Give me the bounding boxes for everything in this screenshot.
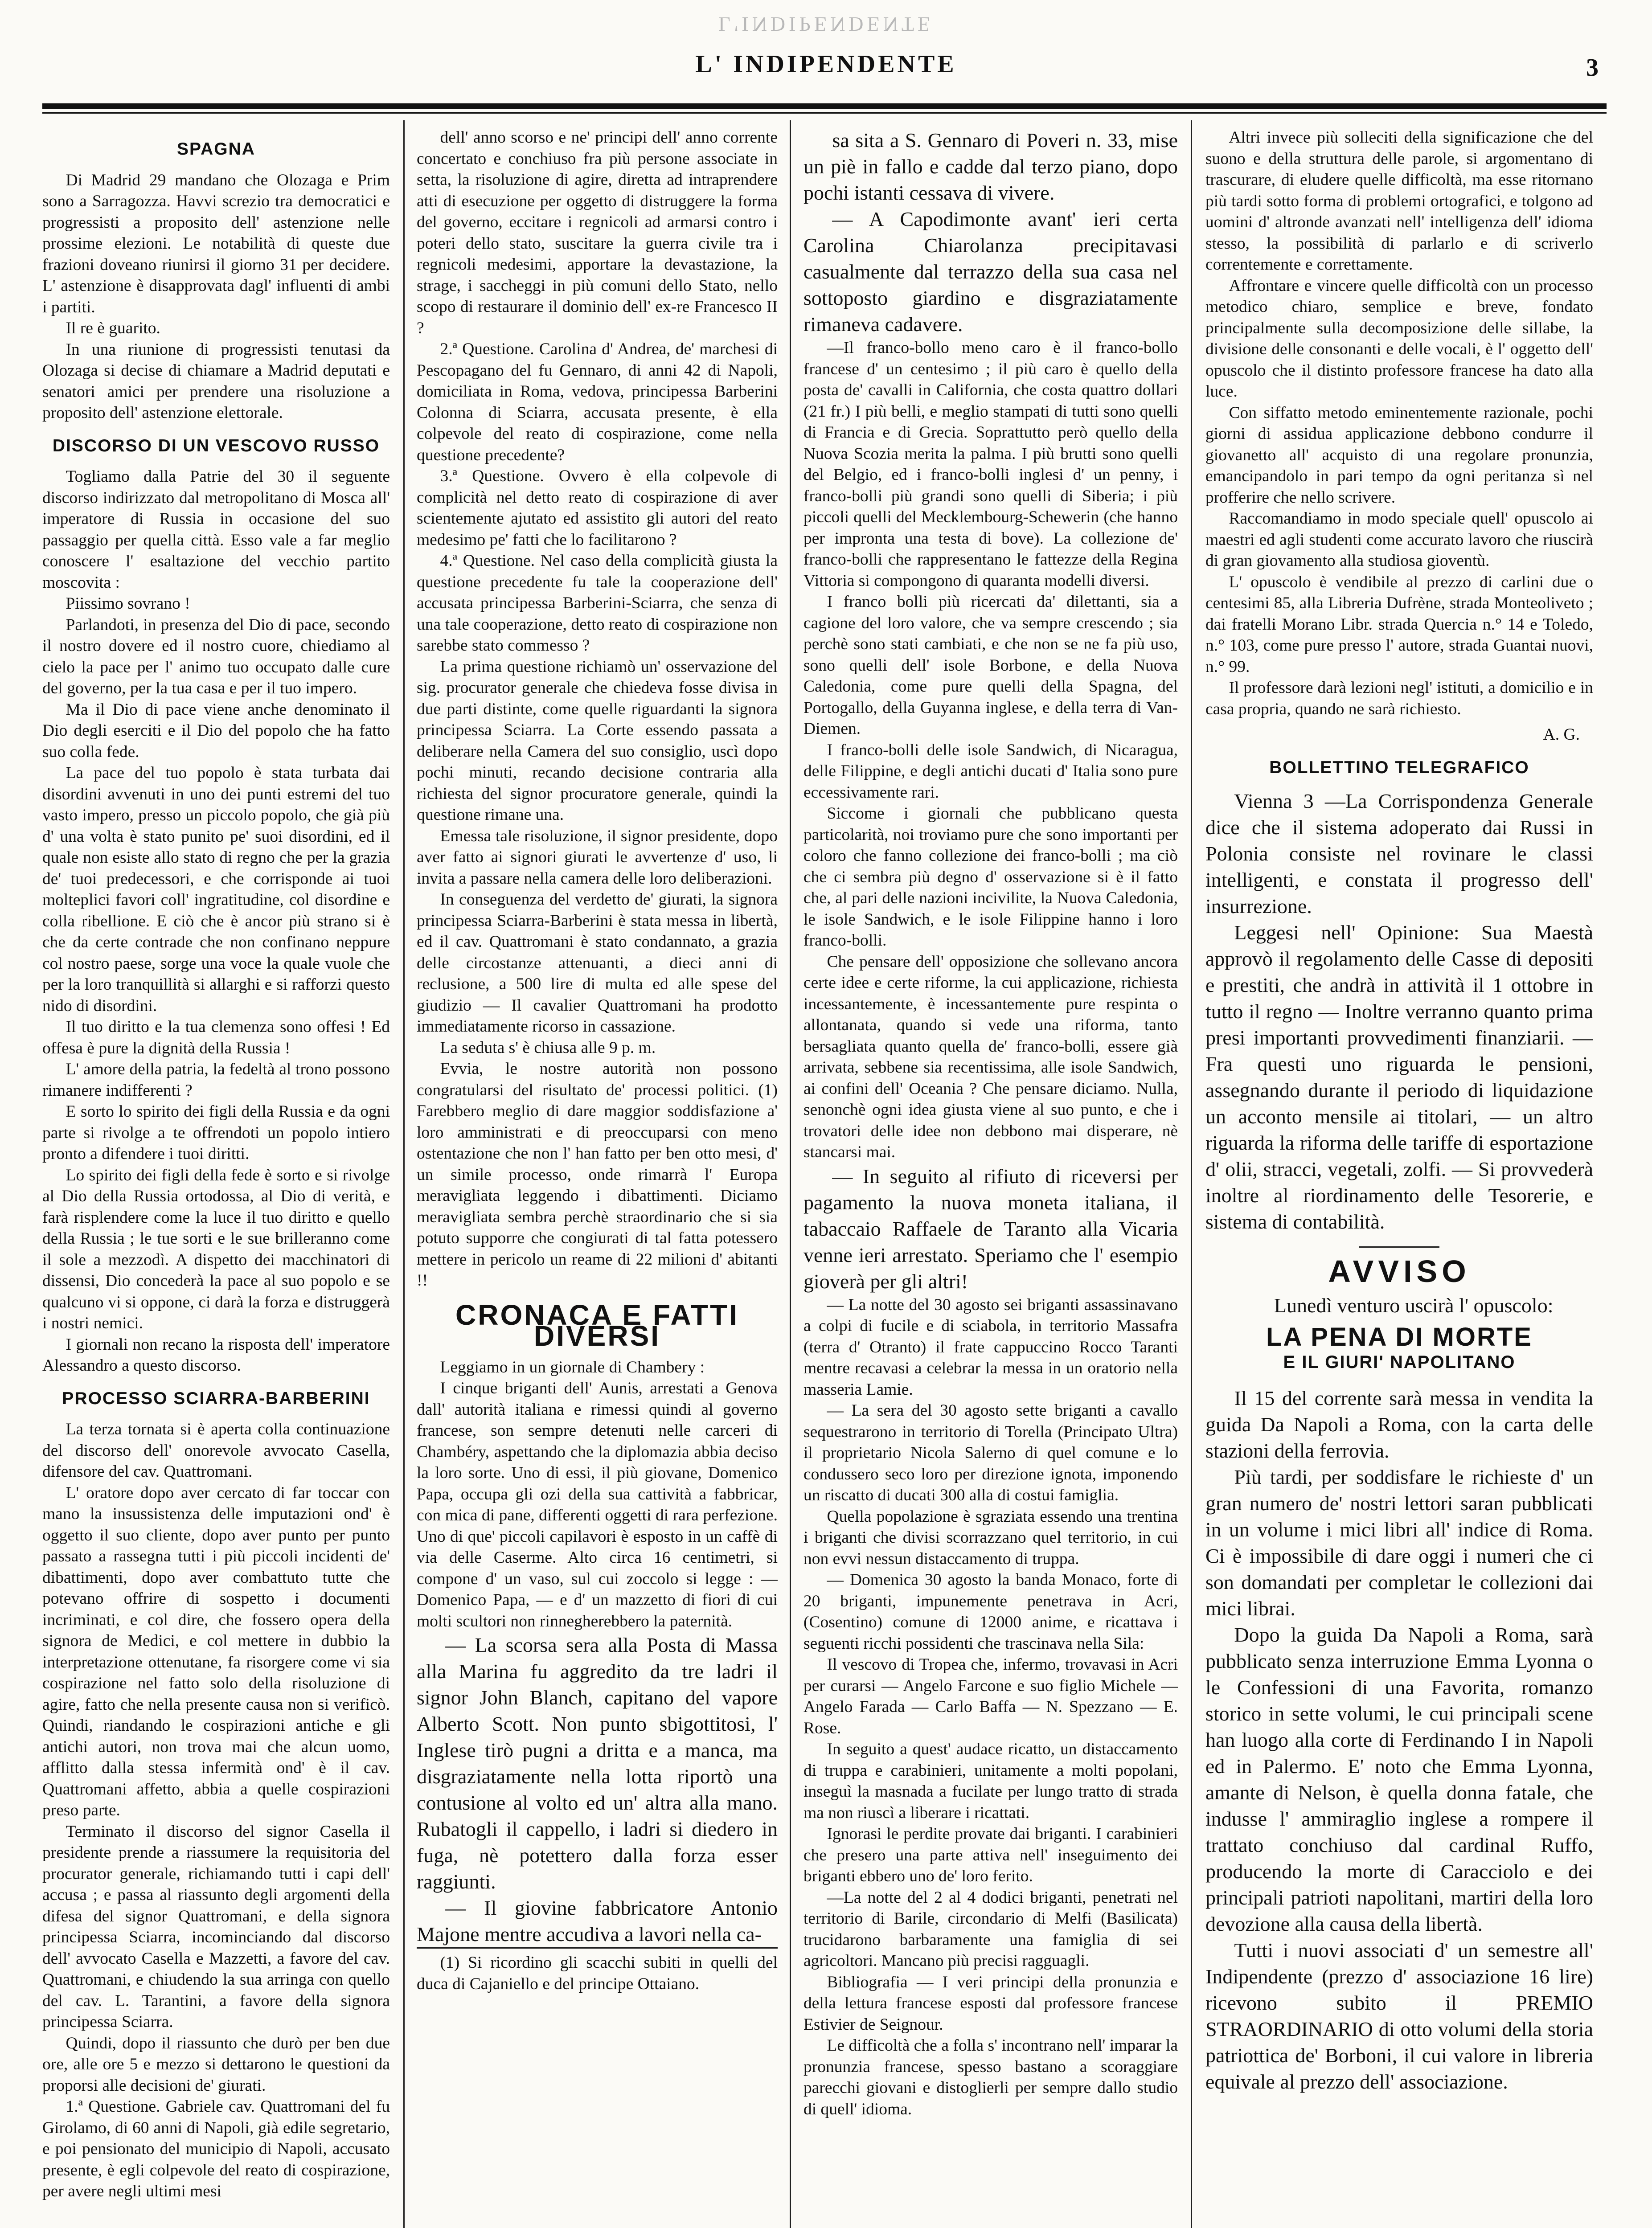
paragraph: La pace del tuo popolo è stata turbata dai disordini avvenuti in uno dei punti estremi del tuo vasto impero, presso un piccolo popolo, che già più d' una volta è stato punito pe' suoi disordini, ed il quale non esiste allo stato di regno che per la grazia de' tuoi predecessori, e che corrisponde ai tuoi molteplici favori coll' ingratitudine, col disordine e colla ribellione. E ciò che è ancor più strano si è che da certe contrade che non confinano neppure col nostro paese, sorge una voce la quale vuole che per la loro tranquillità si allarghi e si rafforzi questo nido di disordini. <box>42 764 390 1015</box>
paragraph: Terminato il discorso del signor Casella il presidente prende a riassumere la requisitoria del procurator generale, richiamando tutti i capi dell' accusa ; e passa al riassunto degli argomenti della difesa del signor Quattromani, e della signora principessa Sciarra, incominciando dal discorso dell' avvocato Casella e Mazzetti, a favore del cav. Quattromani, e chiudendo la sua arringa con quello del cav. L. Tarantini, a favore della signora principessa Sciarra. <box>42 1822 390 2031</box>
large-text-block <box>1205 1292 1593 1319</box>
paragraph: E sorto lo spirito dei figli della Russia e da ogni parte si rivolge a te offrendoti un popolo intiero pronto a difendere i tuoi diritti. <box>42 1102 390 1163</box>
paragraph: Con siffatto metodo eminentemente razionale, pochi giorni di assidua applicazione debbono condurre il giovanetto all' acquisto di una regolare pronunzia, emancipandolo in pari tempo da ogni peritanza sì nel profferire che nello scrivere. <box>1205 403 1593 507</box>
paragraph: Quella popolazione è sgraziata essendo una trentina i briganti che divisi scorrazzano quel territorio, in cui non evvi nessun distaccamento di truppa. <box>803 1507 1178 1568</box>
masthead-rule-thin <box>42 112 1607 114</box>
paragraph: Dopo la guida Da Napoli a Roma, sarà pubblicato senza interruzione Emma Lyonna o le Confessioni di una Favorita, romanzo storico in sette volumi, le cui principali scene han luogo alla corte di Ferdinando I in Napoli ed in Palermo. E' noto che Emma Lyonna, amante di Nelson, è quella donna fatale, che indusse l' ammiraglio inglese a rompere il trattato conchiuso dal cardinal Ruffo, producendo la morte di Caracciolo e dei principali patrioti napolitani, martiri della loro devozione alla causa della libertà. <box>1205 1623 1593 1935</box>
paragraph: Lo spirito dei figli della fede è sorto e si rivolge al Dio della Russia ortodossa, al Dio di verità, e farà risplendere come la luce il tuo diritto e quello della Russia ; le tue sorti e le sue brilleranno come il sole a mezzodì. A dispetto dei macchinatori di dissensi, Dio concederà la pace al suo popolo e se qualcuno vi si oppone, ci darà la forza e distruggerà i nostri nemici. <box>42 1166 390 1332</box>
paragraph: —La notte del 2 al 4 dodici briganti, penetrati nel territorio di Barile, circondario di Melfi (Basilicata) trucidarono barbaramente una famiglia di sei agricoltori. Mancano più precisi ragguagli. <box>803 1888 1178 1970</box>
paragraph: Ma il Dio di pace viene anche denominato il Dio degli eserciti e il Dio del popolo che ha fatto suo colla fede. <box>42 700 390 761</box>
section-heading-bollettino: BOLLETTINO TELEGRAFICO <box>1269 758 1529 777</box>
advert-title: LA PENA DI MORTE <box>1266 1322 1533 1352</box>
paragraph: Parlandoti, in presenza del Dio di pace, secondo il nostro dovere ed il nostro cuore, chiediamo al cielo la pace per l' animo tuo occupato dalle cure del governo, per la tua casa e per il tuo impero. <box>42 615 390 697</box>
paragraph: 2.ª Questione. Carolina d' Andrea, de' marchesi di Pescopagano del fu Gennaro, di anni 42 di Napoli, domiciliata in Roma, vedova, principessa Barberini Colonna di Sciarra, accusata presente, è ella colpevole del reato di cospirazione, come nella questione precedente? <box>417 340 778 464</box>
paragraph: — Domenica 30 agosto la banda Monaco, forte di 20 briganti, impunemente penetrava in Acri, (Cosentino) comune di 12000 anime, e ricattava i seguenti ricchi possidenti che trascinava nella Sila: <box>803 1571 1178 1653</box>
paragraph: L' amore della patria, la fedeltà al trono possono rimanere indifferenti ? <box>42 1060 390 1100</box>
paragraph: Raccomandiamo in modo speciale quell' opuscolo ai maestri ed agli studenti come accurato lavoro che riuscirà di gran giovamento alla studiosa gioventù. <box>1205 509 1593 570</box>
paragraph: La seduta s' è chiusa alle 9 p. m. <box>440 1038 656 1057</box>
large-text-block <box>803 1163 1178 1294</box>
paragraph: Lunedì venturo uscirà l' opuscolo: <box>1274 1294 1554 1317</box>
section-heading-spagna: SPAGNA <box>177 139 255 159</box>
paragraph: Tutti i nuovi associati d' un semestre all' Indipendente (prezzo d' associazione 16 lire) ricevono subito il PREMIO STRAORDINARIO di otto volumi della storia patriottica de' Borboni, il cui valore in libreria equivale al prezzo dell' associazione. <box>1205 1938 1593 2093</box>
paragraph: I franco bolli più ricercati da' dilettanti, sia a cagione del loro valore, che va sempre crescendo ; sia perchè sono stati cambiati, e che non se ne fa più uso, sono quelli dell' isole Borbone, e della Nuova Caledonia, come pure quelli della Spagna, del Portogallo, della Guyanna inglese, e della terra di Van-Diemen. <box>803 593 1178 738</box>
paragraph: I cinque briganti dell' Aunis, arrestati a Genova dall' autorità italiana e rimessi quindi al governo francese, son sempre detenuti nelle carceri di Chambéry, aspettando che la diplomazia abbia deciso la loro sorte. Uno di essi, il più giovane, Domenico Papa, occupa gli ozi della sua cattività a fabbricar, con mica di pane, differenti oggetti di rara perfezione. Uno di que' piccoli capilavori è esposto in un caffè di via delle Caserme. Alto circa 16 centimetri, si compone d' un vaso, sul cui zoccolo si legge : — Domenico Papa, — e d' un mazzetto di fiori di cui molti scultori non rinnegherebbero la paternità. <box>417 1379 778 1630</box>
section-heading-avviso: AVVISO <box>1328 1254 1471 1289</box>
column-divider <box>790 120 791 2228</box>
paragraph: Di Madrid 29 mandano che Olozaga e Prim sono a Sarragozza. Havvi screzio tra democratici e progressisti a proposito dell' astenzione nelle prossime elezioni. Le notabilità di queste due frazioni doveano riunirsi il giorno 31 per decidere. L' astenzione è disapprovata dagl' influenti di ambi i partiti. <box>42 171 390 316</box>
large-text-block <box>1205 1385 1593 2095</box>
paragraph: In conseguenza del verdetto de' giurati, la signora principessa Sciarra-Barberini è stata messa in libertà, ed il cav. Quattromani è stato condannato, a grazia delle circostanze attenuanti, a dieci anni di reclusione, a 500 lire di multa ed alle spese del giudizio — Il cavalier Quattromani ha prodotto immediatamente ricorso in cassazione. <box>417 890 778 1036</box>
footnote: (1) Si ricordino gli scacchi subiti in quelli del duca di Cajaniello e del principe Ottaiano. <box>417 1947 778 1995</box>
paragraph: Vienna 3 —La Corrispondenza Generale dice che il sistema adoperato dai Russi in Polonia consiste nel rovinare le classi intelligenti, e constata il progresso dell' insurrezione. <box>1205 790 1593 917</box>
paragraph: Le difficoltà che a folla s' incontrano nell' imparar la pronunzia francese, spesso bastano a scoraggiare parecchi giovani e distoglierli per sempre dallo studio di quell' idioma. <box>803 2036 1178 2118</box>
column-3 <box>803 127 1178 2228</box>
section-heading-cronaca: CRONACA E FATTI DIVERSI <box>455 1298 739 1352</box>
paragraph: — In seguito al rifiuto di riceversi per pagamento la nuova moneta italiana, il tabaccaio Raffaele de Taranto alla Vicaria venne ieri arrestato. Speriamo che l' esempio gioverà per gli altri! <box>803 1164 1178 1293</box>
paragraph: — La notte del 30 agosto sei briganti assassinavano a colpi di fucile e di sciabola, in territorio Massafra (terra d' Otranto) il frate cappuccino Rocco Taranti mentre recavasi a celebrar la messa in un oratorio nella masseria Lamie. <box>803 1295 1178 1399</box>
paragraph: Evvia, le nostre autorità non possono congratularsi del risultato de' processi politici. (1) Farebbero meglio di dare maggior soddisfazione a' loro amministrati e di preoccuparsi con meno ostentazione che non l' han fatto per ben otto mesi, d' un simile processo, onde rimarrà l' Europa meravigliata leggendo i dibattimenti. Diciamo meravigliata sembra perchè straordinario che si sia potuto supporre che congiurati di tal fatta potessero mettere in pericolo un reame di 22 milioni d' abitanti !! <box>417 1060 778 1290</box>
large-text-block <box>1205 788 1593 1235</box>
paragraph: Togliamo dalla Patrie del 30 il seguente discorso indirizzato dal metropolitano di Mosca all' imperatore di Russia in occasione del suo passaggio per quella città. Esso vale a far meglio conoscere l' esaltazione del vecchio partito moscovita : <box>42 467 390 592</box>
paragraph: — Il giovine fabbricatore Antonio Majone mentre accudiva a lavori nella ca- <box>417 1896 778 1945</box>
large-text-block <box>803 127 1178 337</box>
paragraph: Il 15 del corrente sarà messa in vendita la guida Da Napoli a Roma, con la carta delle stazioni della ferrovia. <box>1205 1386 1593 1462</box>
page-number: 3 <box>1586 54 1599 82</box>
paragraph: In una riunione di progressisti tenutasi da Olozaga si decise di chiamare a Madrid deputati e senatori amici per prendere una risoluzione a proposito dell' astenzione elettorale. <box>42 340 390 422</box>
paragraph: 1.ª Questione. Gabriele cav. Quattromani del fu Girolamo, di 60 anni di Napoli, già edile segretario, e poi pensionato del municipio di Napoli, accusato presente, è egli colpevole del reato di cospirazione, per avere negli ultimi mesi <box>42 2097 390 2200</box>
paragraph: Altri invece più solleciti della significazione che del suono e della struttura delle parole, si argomentano di trascurare, di eludere quelle difficoltà, ma esse ritornano più tardi sotto forma di problemi ortografici, e tolgono ad uomini d' altronde avanzati nell' intelligenza dell' idioma stesso, la possibilità di parlarlo e di scriverlo correntemente e correttamente. <box>1205 128 1593 274</box>
paragraph: 4.ª Questione. Nel caso della complicità giusta la questione precedente fu tale la cooperazione dell' accusata principessa Barberini-Sciarra, che senza di una tale cooperazione, detto reato di cospirazione non sarebbe stato commesso ? <box>417 552 778 655</box>
paragraph: L' oratore dopo aver cercato di far toccar con mano la insussistenza delle imputazioni ond' è oggetto il suo cliente, dopo aver punto per punto passato a rassegna tutti i più piccoli incidenti de' dibattimenti, dopo aver combattuto tutte che potevano offrire di sospetto i documenti incriminati, e col dire, che fossero opera della signora de Medici, e col mettere in dubbio la interpretazione ottenutane, fa risorgere come vi sia cospirazione nel fatto solo della risoluzione di agire, fatto che nella presente causa non si verificò. Quindi, riandando le cospirazioni antiche e gli antichi autori, non trova mai che alcun uomo, afflitto dalla stessa infermità ond' è il cav. Quattromani affetto, abbia a quelle cospirazioni preso parte. <box>42 1483 390 1819</box>
signature: A. G. <box>1543 725 1580 744</box>
divider <box>1359 1246 1439 1248</box>
paragraph: Emessa tale risoluzione, il signor presidente, dopo aver fatto ai signori giurati le avvertenze d' uso, li invita a passare nella camera delle loro deliberazioni. <box>417 827 778 888</box>
show-through-title: L'INDIPENDENTE <box>718 13 934 36</box>
paragraph: Leggiamo in un giornale di Chambery : <box>440 1358 705 1376</box>
paragraph: Il vescovo di Tropea che, infermo, trovavasi in Acri per curarsi — Angelo Farcone e suo figlio Michele — Angelo Farada — Carlo Baffa — N. Spezzano — E. Rose. <box>803 1655 1178 1737</box>
paragraph: Che pensare dell' opposizione che sollevano ancora certe idee e certe riforme, la cui applicazione, richiesta incessantemente, è incessantemente pure respinta o allontanata, quando si vede una riforma, tanto bersagliata quanto quella de' franco-bolli, essere già arrivata, sebbene sia recentissima, alle isole Sandwich, ai confini dell' Oceania ? Che pensare diciamo. Nulla, senonchè ogni idea giusta viene al suo punto, e che i trovatori delle idee non debbono mai disperare, nè stancarsi mai. <box>803 952 1178 1161</box>
paragraph: Leggesi nell' Opinione: Sua Maestà approvò il regolamento delle Casse di depositi e prestiti, che andrà in attività il 1 ottobre in tutto il regno — Inoltre verranno quanto prima presi importanti provvedimenti finanziarii. — Fra questi uno riguarda le pensioni, assegnando durante il periodo di liquidazione un acconto mensile ai titolari, — un altro riguarda la riforma delle tariffe di esportazione d' olii, stracci, vegetali, zolfi. — Si provvederà inoltre al riordinamento delle Tesorerie, e sistema di contabilità. <box>1205 921 1593 1233</box>
masthead <box>0 0 1652 102</box>
paragraph: L' opuscolo è vendibile al prezzo di carlini due o centesimi 85, alla Libreria Dufrène, strada Monteoliveto ; dai fratelli Morano Libr. strada Quercia n.° 14 e Toledo, n.° 103, come pure presso l' autore, strada Guantai nuovi, n.° 99. <box>1205 573 1593 676</box>
section-heading-processo: PROCESSO SCIARRA-BARBERINI <box>62 1388 370 1408</box>
paragraph: La prima questione richiamò un' osservazione del sig. procurator generale che chiedeva fosse divisa in due parti distinte, come quelle riguardanti la signora principessa Sciarra. La Corte essendo passata a deliberare nella Camera del suo consiglio, uscì dopo pochi minuti, recando decisione contraria alla richiesta del signor procuratore generale, quindi la questione rimane una. <box>417 657 778 824</box>
column-2 <box>417 127 778 2228</box>
paragraph: Siccome i giornali che pubblicano questa particolarità, noi troviamo pure che sono importanti per coloro che fanno collezione dei franco-bolli ; ma ciò che ci sembra più degno d' osservazione si è il fatto che, al pari delle nazioni incivilite, la Nuova Caledonia, le isole Sandwich, e le isole Filippine hanno i loro franco-bolli. <box>803 804 1178 950</box>
paragraph: dell' anno scorso e ne' principi dell' anno corrente concertato e conchiuso fra più persone associate in setta, la risoluzione di agire, diretta ad intraprendere atti di esecuzione per oggetto di distruggere la forma del governo, eccitare i regnicoli ad armarsi contro i poteri dello stato, suscitare la guerra civile tra i regnicoli medesimi, apportare la devastazione, la strage, i saccheggi in più comuni dello Stato, nello scopo di restaurare il dominio dell' ex-re Francesco II ? <box>417 128 778 337</box>
paragraph: Quindi, dopo il riassunto che durò per ben due ore, alle ore 5 e mezzo si dettarono le questioni da proporsi alle decisioni de' giurati. <box>42 2034 390 2095</box>
paragraph: I giornali non recano la risposta dell' imperatore Alessandro a questo discorso. <box>42 1335 390 1375</box>
section-heading-discorso: DISCORSO DI UN VESCOVO RUSSO <box>52 436 380 455</box>
paragraph: Il re è guarito. <box>66 319 160 337</box>
masthead-rule-thick <box>42 103 1607 109</box>
paragraph: — La sera del 30 agosto sette briganti a cavallo sequestrarono in territorio di Torella (Principato Ultra) il proprietario Nicola Salerno di quel comune e lo condussero seco loro per direzione ignota, imponendo un riscatto di ducati 300 alla di costui famiglia. <box>803 1401 1178 1504</box>
paragraph: Bibliografia — I veri principi della pronunzia e della lettura francese esposti dal professore francese Estivier de Seignour. <box>803 1973 1178 2034</box>
column-divider <box>403 120 405 2228</box>
column-4 <box>1205 127 1593 2228</box>
paragraph: La terza tornata si è aperta colla continuazione del discorso dell' onorevole avvocato Casella, difensore del cav. Quattromani. <box>42 1420 390 1481</box>
newspaper-title: L' INDIPENDENTE <box>695 50 957 78</box>
paragraph: 3.ª Questione. Ovvero è ella colpevole di complicità nel detto reato di cospirazione di aver scientemente ajutato ed assistito gli autori del reato medesimo pe' fatti che lo facilitarono ? <box>417 467 778 549</box>
paragraph: — A Capodimonte avant' ieri certa Carolina Chiarolanza precipitavasi casualmente dal terrazzo della sua casa nel sottoposto giardino e disgraziatamente rimaneva cadavere. <box>803 208 1178 336</box>
paragraph: Ignorasi le perdite provate dai briganti. I carabinieri che presero una parte attiva nell' inseguimento dei briganti ebbero uno de' loro ferito. <box>803 1825 1178 1885</box>
paragraph: Affrontare e vincere quelle difficoltà con un processo metodico chiaro, semplice e breve, fondato principalmente sulla decomposizione delle sillabe, la divisione delle consonanti e delle vocali, è l' oggetto dell' opuscolo che il distinto professore francese ha dato alla luce. <box>1205 276 1593 401</box>
paragraph: Il tuo diritto e la tua clemenza sono offesi ! Ed offesa è pure la dignità della Russia ! <box>42 1018 390 1057</box>
paragraph: In seguito a quest' audace ricatto, un distaccamento di truppa e carabinieri, unitamente a molti popolani, inseguì la masnada a fucilate per lungo tratto di strada ma non riuscì a liberare i ricattati. <box>803 1740 1178 1822</box>
paragraph: Piissimo sovrano ! <box>66 594 190 613</box>
paragraph: — La scorsa sera alla Posta di Massa alla Marina fu aggredito da tre ladri il signor John Blanch, capitano del vapore Alberto Scott. Non punto sbigottitosi, l' Inglese tirò pugni a dritta e a manca, ma disgraziatamente nella lotta riportò una contusione al volto ed un' altra alla mano. Rubatogli il cappello, i ladri si diedero in fuga, nè potettero dalla forza esser raggiunti. <box>417 1634 778 1893</box>
advert-subtitle: E IL GIURI' NAPOLITANO <box>1283 1352 1516 1372</box>
paragraph: Il professore darà lezioni negl' istituti, a domicilio e in casa propria, quando ne sarà richiesto. <box>1205 679 1593 718</box>
paragraph: I franco-bolli delle isole Sandwich, di Nicaragua, delle Filippine, e degli antichi ducati d' Italia sono pure eccessivamente rari. <box>803 741 1178 802</box>
column-divider <box>1191 120 1192 2228</box>
column-1 <box>42 127 390 2228</box>
paragraph: sa sita a S. Gennaro di Poveri n. 33, mise un piè in fallo e cadde dal terzo piano, dopo pochi istanti cessava di vivere. <box>803 129 1178 204</box>
paragraph: —Il franco-bollo meno caro è il franco-bollo francese d' un centesimo ; il più caro è quello della posta de' cavalli in California, che costa quattro dollari (21 fr.) I più belli, e meglio stampati di tutti sono quelli di Francia e di Grecia. Soprattutto però quello della Nuova Scozia merita la palma. I più brutti sono quelli del Belgio, ed i franco-bolli inglesi d' un penny, i franco-bolli più grandi sono quelli di Siberia; i più piccoli quelli del Mecklembourg-Schewerin (che hanno per impronta una testa di bove). La collezione de' franco-bolli che rappresentano le fattezze della Regina Vittoria si compongono di quaranta modelli diversi. <box>803 339 1178 590</box>
large-text-block <box>417 1632 778 1947</box>
paragraph: Più tardi, per soddisfare le richieste d' un gran numero de' nostri lettori saran pubblicati in un volume i mici libri all' indice di Roma. Ci è impossibile di dare oggi i numeri che ci son domandati per completar le collezioni dai mici librai. <box>1205 1465 1593 1620</box>
